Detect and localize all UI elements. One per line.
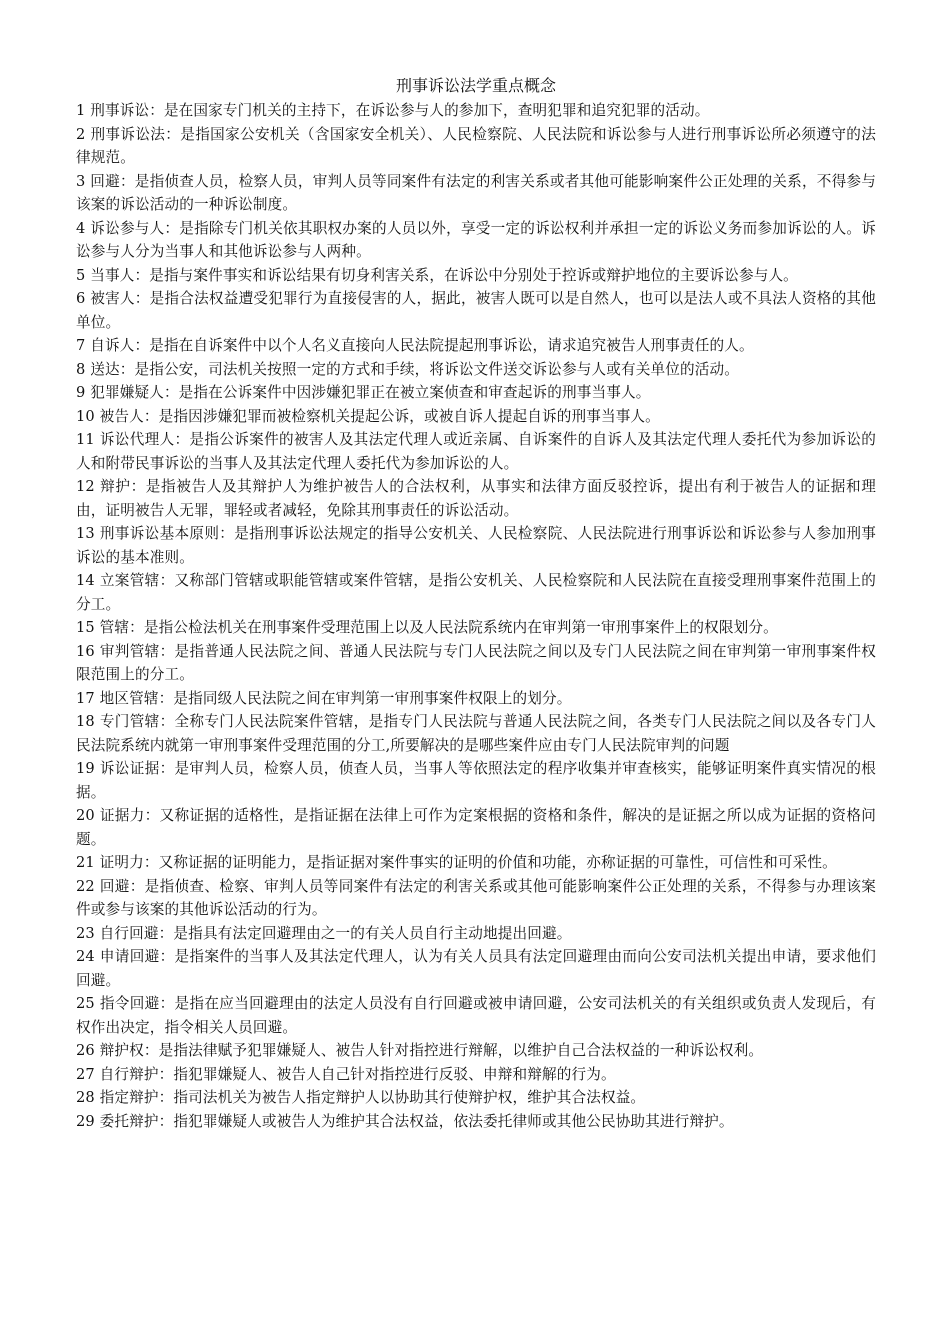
concept-item: 27 自行辩护：指犯罪嫌疑人、被告人自己针对指控进行反驳、申辩和辩解的行为。: [76, 1065, 616, 1083]
concept-item: 6 被害人：是指合法权益遭受犯罪行为直接侵害的人，据此，被害人既可以是自然人，也可以是法人或不具法人资格的其他单位。: [76, 290, 876, 331]
concept-item: 29 委托辩护：指犯罪嫌疑人或被告人为维护其合法权益，依法委托律师或其他公民协助其进行辩护。: [76, 1112, 734, 1130]
concept-item: 5 当事人：是指与案件事实和诉讼结果有切身利害关系，在诉讼中分别处于控诉或辩护地位的主要诉讼参与人。: [76, 266, 798, 284]
concept-item: 20 证据力：又称证据的适格性，是指证据在法律上可作为定案根据的资格和条件，解决的是证据之所以成为证据的资格问题。: [76, 807, 876, 848]
document-title: 刑事诉讼法学重点概念: [395, 76, 556, 95]
concept-item: 21 证明力：又称证据的证明能力，是指证据对案件事实的证明的价值和功能，亦称证据的可靠性，可信性和可采性。: [76, 854, 837, 871]
concept-item: 1 刑事诉讼：是在国家专门机关的主持下，在诉讼参与人的参加下，查明犯罪和追究犯罪的活动。: [76, 102, 710, 119]
concept-list: [76, 99, 876, 1133]
concept-item: 13 刑事诉讼基本原则：是指刑事诉讼法规定的指导公安机关、人民检察院、人民法院进行刑事诉讼和诉讼参与人参加刑事诉讼的基本准则。: [76, 525, 876, 566]
concept-item: 17 地区管辖：是指同级人民法院之间在审判第一审刑事案件权限上的划分。: [76, 689, 572, 707]
concept-item: 2 刑事诉讼法：是指国家公安机关（含国家安全机关）、人民检察院、人民法院和诉讼参与人进行刑事诉讼所必须遵守的法律规范。: [76, 125, 876, 166]
concept-item: 12 辩护：是指被告人及其辩护人为维护被告人的合法权利，从事实和法律方面反驳控诉，提出有利于被告人的证据和理由，证明被告人无罪，罪轻或者减轻，免除其刑事责任的诉讼活动。: [76, 478, 876, 519]
concept-item: 4 诉讼参与人：是指除专门机关依其职权办案的人员以外，享受一定的诉讼权利并承担一定的诉讼义务而参加诉讼的人。诉讼参与人分为当事人和其他诉讼参与人两种。: [76, 219, 876, 260]
concept-item: 3 回避：是指侦查人员，检察人员，审判人员等同案件有法定的利害关系或者其他可能影响案件公正处理的关系，不得参与该案的诉讼活动的一种诉讼制度。: [76, 172, 876, 213]
concept-item: 25 指令回避：是指在应当回避理由的法定人员没有自行回避或被申请回避，公安司法机关的有关组织或负责人发现后，有权作出决定，指令相关人员回避。: [76, 995, 876, 1036]
concept-item: 19 诉讼证据：是审判人员，检察人员，侦查人员，当事人等依照法定的程序收集并审查核实，能够证明案件真实情况的根据。: [76, 760, 876, 801]
concept-item: 7 自诉人：是指在自诉案件中以个人名义直接向人民法院提起刑事诉讼，请求追究被告人刑事责任的人。: [76, 337, 754, 354]
concept-item: 14 立案管辖：又称部门管辖或职能管辖或案件管辖，是指公安机关、人民检察院和人民法院在直接受理刑事案件范围上的分工。: [76, 572, 876, 613]
concept-item: 18 专门管辖：全称专门人民法院案件管辖，是指专门人民法院与普通人民法院之间，各类专门人民法院之间以及各专门人民法院系统内就第一审刑事案件受理范围的分工,所要解决的是哪些案件应由专门人民法院审判的问题: [76, 713, 876, 754]
concept-item: 22 回避：是指侦查、检察、审判人员等同案件有法定的利害关系或其他可能影响案件公正处理的关系，不得参与办理该案件或参与该案的其他诉讼活动的行为。: [76, 877, 876, 918]
concept-item: 24 申请回避：是指案件的当事人及其法定代理人，认为有关人员具有法定回避理由而向公安司法机关提出申请，要求他们回避。: [76, 948, 876, 989]
concept-item: 23 自行回避：是指具有法定回避理由之一的有关人员自行主动地提出回避。: [76, 924, 572, 942]
concept-item: 8 送达：是指公安，司法机关按照一定的方式和手续，将诉讼文件送交诉讼参与人或有关单位的活动。: [76, 360, 739, 378]
concept-item: 9 犯罪嫌疑人：是指在公诉案件中因涉嫌犯罪正在被立案侦查和审查起诉的刑事当事人。: [76, 384, 651, 401]
concept-item: 10 被告人：是指因涉嫌犯罪而被检察机关提起公诉，或被自诉人提起自诉的刑事当事人。: [76, 407, 660, 425]
concept-item: 26 辩护权：是指法律赋予犯罪嫌疑人、被告人针对指控进行辩解，以维护自己合法权益的一种诉讼权利。: [76, 1042, 764, 1059]
concept-item: 28 指定辩护：指司法机关为被告人指定辩护人以协助其行使辩护权，维护其合法权益。: [76, 1089, 646, 1106]
concept-item: 11 诉讼代理人：是指公诉案件的被害人及其法定代理人或近亲属、自诉案件的自诉人及其法定代理人委托代为参加诉讼的人和附带民事诉讼的当事人及其法定代理人委托代为参加诉讼的人。: [76, 431, 876, 472]
concept-item: 15 管辖：是指公检法机关在刑事案件受理范围上以及人民法院系统内在审判第一审刑事案件上的权限划分。: [76, 619, 778, 636]
concept-item: 16 审判管辖：是指普通人民法院之间、普通人民法院与专门人民法院之间以及专门人民法院之间在审判第一审刑事案件权限范围上的分工。: [76, 642, 876, 683]
